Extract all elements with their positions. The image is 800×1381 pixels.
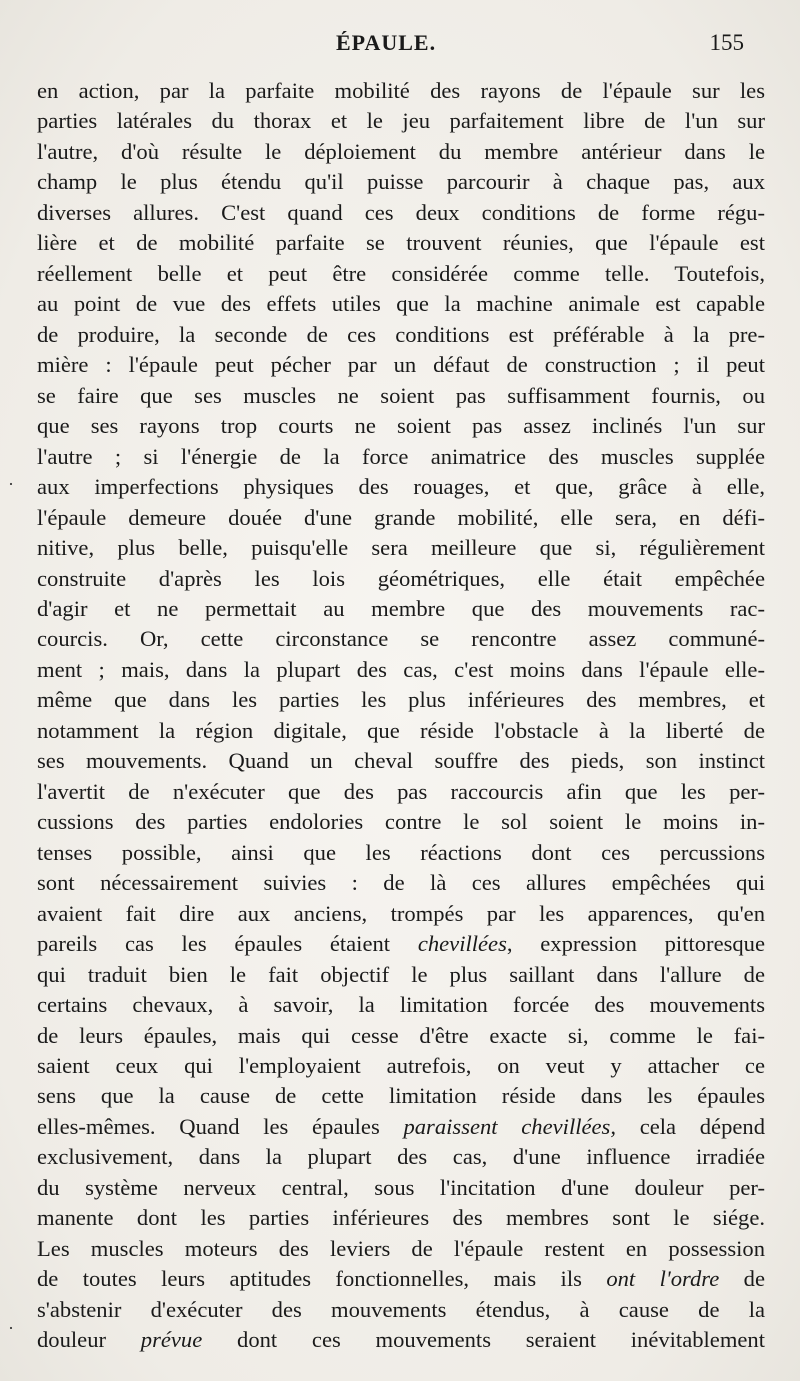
- text-run: du système nerveux central, sous l'incitation d'une douleur per-: [37, 1174, 765, 1200]
- text-run: courcis. Or, cette circonstance se rencontre assez communé-: [37, 626, 765, 652]
- text-line: [37, 472, 765, 502]
- text-line: [37, 320, 765, 350]
- text-run: que ses rayons trop courts ne soient pas assez inclinés l'un sur: [37, 413, 765, 439]
- text-line: [37, 1112, 765, 1142]
- text-line: [37, 289, 765, 319]
- text-line: [37, 350, 765, 380]
- text-line: [37, 624, 765, 654]
- margin-dot: ·: [8, 1318, 14, 1338]
- text-run: cussions des parties endolories contre le sol soient le moins in-: [37, 809, 765, 835]
- text-run: mière : l'épaule peut pécher par un défaut de construction ; il peut: [37, 352, 765, 378]
- text-run: en action, par la parfaite mobilité des rayons de l'épaule sur les: [37, 78, 765, 103]
- text-run: au point de vue des effets utiles que la machine animale est capable: [37, 291, 765, 317]
- text-run: , expression pittoresque: [506, 931, 766, 957]
- text-run: l'avertit de n'exécuter que des pas raccourcis afin que les per-: [37, 778, 765, 804]
- text-line: [37, 411, 765, 441]
- text-line: [37, 1081, 765, 1111]
- text-run: saient ceux qui l'employaient autrefois, on veut y attacher ce: [37, 1053, 765, 1078]
- italic-phrase: prévue: [140, 1327, 203, 1353]
- text-line: [37, 228, 765, 258]
- text-run: de toutes leurs aptitudes fonctionnelles, mais ils: [37, 1266, 607, 1292]
- text-run: construite d'après les lois géométriques, elle était empêchée: [37, 565, 765, 591]
- text-run: l'autre, d'où résulte le déploiement du membre antérieur dans le: [37, 138, 765, 164]
- text-line: [37, 685, 765, 715]
- text-line: [37, 594, 765, 624]
- text-line: [37, 746, 765, 776]
- text-run: avaient fait dire aux anciens, trompés par les apparences, qu'en: [37, 900, 765, 926]
- text-line: [37, 838, 765, 868]
- running-title: ÉPAULE.: [336, 30, 437, 55]
- text-line: [37, 167, 765, 197]
- text-run: sens que la cause de cette limitation réside dans les épaules: [37, 1083, 765, 1109]
- text-run: l'épaule demeure douée d'une grande mobilité, elle sera, en défi-: [37, 504, 765, 530]
- page-number: 155: [709, 30, 744, 55]
- text-line: [37, 503, 765, 533]
- text-run: diverses allures. C'est quand ces deux conditions de forme régu-: [37, 199, 765, 225]
- text-run: de: [719, 1266, 765, 1292]
- text-line: [37, 564, 765, 594]
- text-line: [37, 807, 765, 837]
- margin-dot: ·: [8, 474, 14, 494]
- text-line: [37, 1142, 765, 1172]
- text-line: [37, 655, 765, 685]
- text-run: de leurs épaules, mais qui cesse d'être exacte si, comme le fai-: [37, 1022, 765, 1048]
- text-line: [37, 381, 765, 411]
- text-run: de produire, la seconde de ces conditions est préférable à la pre-: [37, 321, 765, 347]
- text-run: se faire que ses muscles ne soient pas suffisamment fournis, ou: [37, 382, 765, 408]
- text-run: lière et de mobilité parfaite se trouvent réunies, que l'épaule est: [37, 230, 765, 256]
- text-line: [37, 990, 765, 1020]
- text-run: qui traduit bien le fait objectif le plus saillant dans l'allure de: [37, 961, 765, 987]
- italic-phrase: ont l'ordre: [606, 1266, 720, 1292]
- italic-phrase: chevillées: [417, 931, 507, 957]
- text-run: réellement belle et peut être considérée comme telle. Toutefois,: [37, 260, 765, 286]
- text-run: d'agir et ne permettait au membre que des mouvements rac-: [37, 595, 765, 621]
- text-run: pareils cas les épaules étaient: [37, 931, 418, 957]
- text-run: parties latérales du thorax et le jeu parfaitement libre de l'un sur: [37, 108, 765, 134]
- text-line: [37, 106, 765, 136]
- text-line: [37, 259, 765, 289]
- text-run: ment ; mais, dans la plupart des cas, c'est moins dans l'épaule elle-: [37, 656, 765, 682]
- text-run: exclusivement, dans la plupart des cas, d'une influence irradiée: [37, 1144, 765, 1170]
- text-line: [37, 198, 765, 228]
- text-run: champ le plus étendu qu'il puisse parcourir à chaque pas, aux: [37, 169, 765, 195]
- text-run: manente dont les parties inférieures des membres sont le siége.: [37, 1205, 765, 1231]
- text-line: [37, 137, 765, 167]
- text-run: ses mouvements. Quand un cheval souffre des pieds, son instinct: [37, 748, 765, 774]
- text-run: certains chevaux, à savoir, la limitation forcée des mouvements: [37, 992, 765, 1018]
- text-line: [37, 1264, 765, 1294]
- text-run: sont nécessairement suivies : de là ces allures empêchées qui: [37, 870, 765, 896]
- italic-phrase: paraissent chevillées,: [403, 1113, 616, 1139]
- text-run: douleur: [37, 1327, 141, 1353]
- text-run: aux imperfections physiques des rouages, et que, grâce à elle,: [37, 474, 765, 500]
- text-line: [37, 1051, 765, 1081]
- text-line: [37, 960, 765, 990]
- text-line: [37, 1325, 765, 1355]
- text-line: [37, 442, 765, 472]
- running-head: [0, 30, 800, 60]
- text-line: [37, 1203, 765, 1233]
- text-run: même que dans les parties les plus inférieures des membres, et: [37, 687, 765, 713]
- text-run: cela dépend: [616, 1113, 765, 1139]
- text-line: [37, 929, 765, 959]
- text-run: s'abstenir d'exécuter des mouvements étendus, à cause de la: [37, 1296, 765, 1322]
- text-run: elles-mêmes. Quand les épaules: [37, 1113, 404, 1139]
- text-line: [37, 1173, 765, 1203]
- text-line: [37, 777, 765, 807]
- text-line: [37, 1295, 765, 1325]
- text-line: [37, 868, 765, 898]
- text-line: [37, 716, 765, 746]
- body-text: [37, 76, 765, 1356]
- text-line: [37, 533, 765, 563]
- text-run: Les muscles moteurs des leviers de l'épaule restent en possession: [37, 1235, 765, 1261]
- text-run: nitive, plus belle, puisqu'elle sera meilleure que si, régulièrement: [37, 535, 765, 561]
- text-line: [37, 899, 765, 929]
- text-run: l'autre ; si l'énergie de la force animatrice des muscles supplée: [37, 443, 765, 469]
- text-line: [37, 1021, 765, 1051]
- text-line: [37, 76, 765, 106]
- text-run: tenses possible, ainsi que les réactions dont ces percussions: [37, 839, 765, 865]
- text-run: dont ces mouvements seraient inévitablement: [202, 1327, 766, 1353]
- text-run: notamment la région digitale, que réside l'obstacle à la liberté de: [37, 717, 765, 743]
- text-line: [37, 1234, 765, 1264]
